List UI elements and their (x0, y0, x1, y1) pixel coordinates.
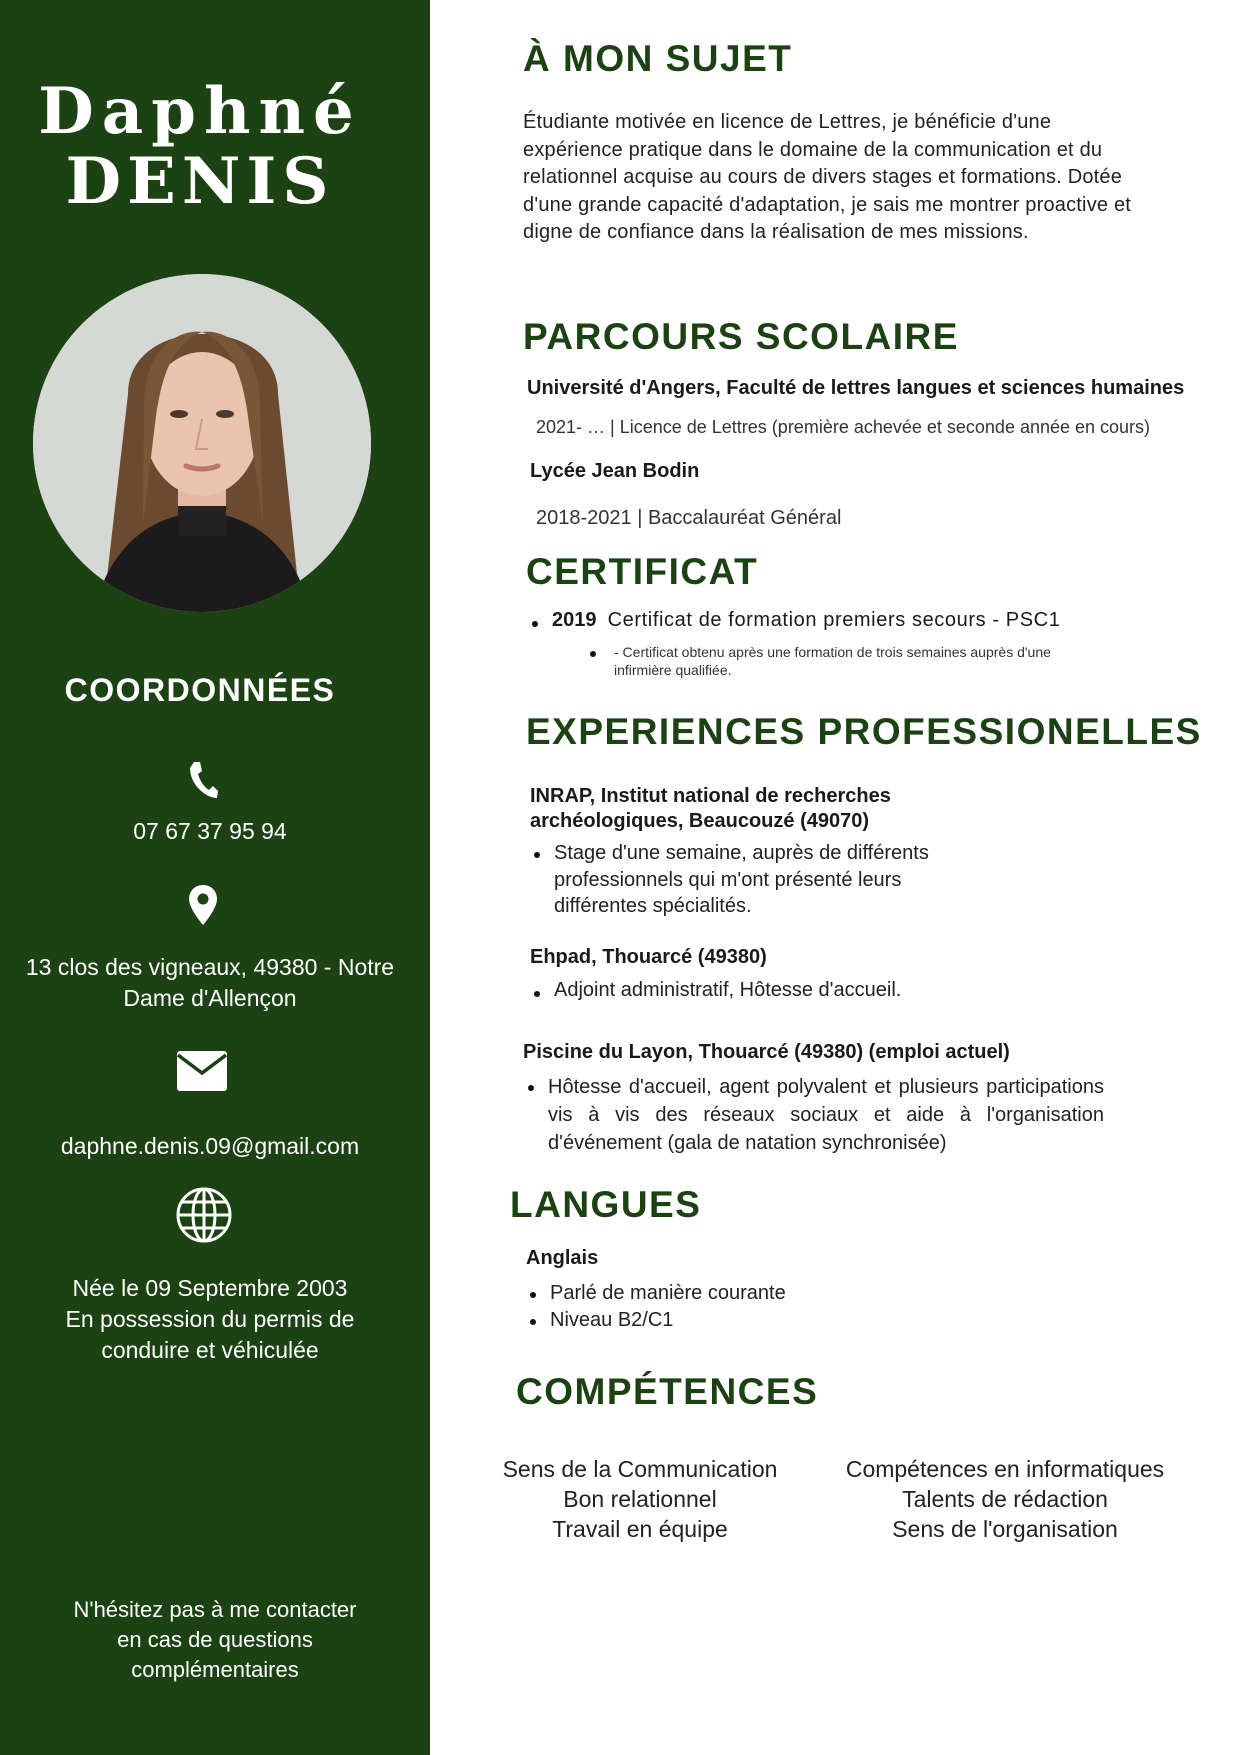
address: 13 clos des vigneaux, 49380 - Notre Dame d'Allençon (25, 954, 395, 1011)
list-item (526, 1280, 926, 1307)
education-school-1: Université d'Angers, Faculté de lettres langues et sciences humaines (527, 377, 1185, 399)
experience-desc-2: Adjoint administratif, Hôtesse d'accueil. (554, 979, 902, 1001)
language-levels (526, 1280, 926, 1334)
experience-employer-2: Ehpad, Thouarcé (49380) (530, 946, 767, 968)
email-address[interactable]: daphne.denis.09@gmail.com (60, 1133, 360, 1159)
skills-right (825, 1454, 1185, 1544)
certificate-year: 2019 (552, 609, 597, 631)
phone-number[interactable]: 07 67 37 95 94 (133, 818, 287, 844)
phone-icon (188, 760, 218, 800)
last-name: DENIS (65, 144, 335, 219)
location-pin-icon (188, 884, 218, 926)
certificate-title: Certificat de formation premiers secours - PSC1 (607, 609, 1061, 631)
education-detail-1: 2021- … | Licence de Lettres (première achevée et seconde année en cours) (536, 417, 1151, 437)
list-item (528, 609, 1218, 632)
globe-icon (175, 1186, 233, 1244)
about-heading: À MON SUJET (523, 38, 793, 79)
skill-item: Talents de rédaction (902, 1486, 1108, 1512)
skill-item: Compétences en informatiques (845, 1456, 1165, 1482)
education-heading: PARCOURS SCOLAIRE (523, 316, 959, 357)
skill-item: Bon relationnel (563, 1486, 717, 1512)
list-item (586, 643, 1066, 679)
experience-list-2 (530, 979, 1130, 1002)
skill-item: Sens de l'organisation (892, 1516, 1118, 1542)
profile-photo (33, 274, 371, 612)
experience-list-3 (524, 1073, 1104, 1157)
birth-date: Née le 09 Septembre 2003 (72, 1275, 348, 1301)
certificate-note: - Certificat obtenu après une formation de trois semaines auprès d'une infirmière qualifiée. (614, 644, 1051, 678)
closing-note: N'hésitez pas à me contacter en cas de questions complémentaires (73, 1597, 357, 1682)
experience-desc-3: Hôtesse d'accueil, agent polyvalent et plusieurs participations vis à vis des réseaux sociaux et aide à l'organisation d'événement (gala de natation synchronisée) (548, 1076, 1104, 1154)
experience-list-1 (530, 840, 990, 920)
list-item (526, 1307, 926, 1334)
certificate-list (528, 609, 1218, 632)
certificate-notes (586, 643, 1066, 679)
contact-heading: COORDONNÉES (64, 672, 336, 708)
language-level-1: Parlé de manière courante (550, 1282, 786, 1304)
education-school-2: Lycée Jean Bodin (530, 460, 700, 482)
about-text: Étudiante motivée en licence de Lettres, je bénéficie d'une expérience pratique dans le domaine de la communication et du relationnel acquise au cours de divers stages et formations. Dotée d'une grande capacité d'adaptation, je sais me montrer proactive et digne de confiance dans la réalisation de mes missions. (523, 111, 1132, 243)
experience-heading: EXPERIENCES PROFESSIONELLES (526, 711, 1202, 752)
envelope-icon (177, 1051, 227, 1091)
sidebar (0, 0, 430, 1755)
main-content (430, 0, 1241, 1755)
skill-item: Sens de la Communication (502, 1456, 778, 1482)
skill-item: Travail en équipe (552, 1516, 728, 1542)
experience-employer-1: INRAP, Institut national de recherches archéologiques, Beaucouzé (49070) (530, 785, 891, 832)
first-name: Daphné (38, 74, 362, 149)
languages-heading: LANGUES (510, 1184, 702, 1225)
experience-desc-1: Stage d'une semaine, auprès de différents professionnels qui m'ont présenté leurs différentes spécialités. (554, 842, 929, 917)
list-item (530, 840, 990, 920)
skills-heading: COMPÉTENCES (516, 1371, 819, 1412)
language-name: Anglais (526, 1247, 599, 1269)
list-item (530, 979, 1130, 1002)
driving-license: En possession du permis de conduire et véhiculée (65, 1306, 355, 1363)
skills-left (490, 1454, 790, 1544)
language-level-2: Niveau B2/C1 (550, 1309, 674, 1331)
education-detail-2: 2018-2021 | Baccalauréat Général (536, 507, 842, 529)
certificate-heading: CERTIFICAT (526, 551, 759, 592)
experience-employer-3: Piscine du Layon, Thouarcé (49380) (emploi actuel) (523, 1041, 1010, 1063)
list-item (524, 1073, 1104, 1157)
